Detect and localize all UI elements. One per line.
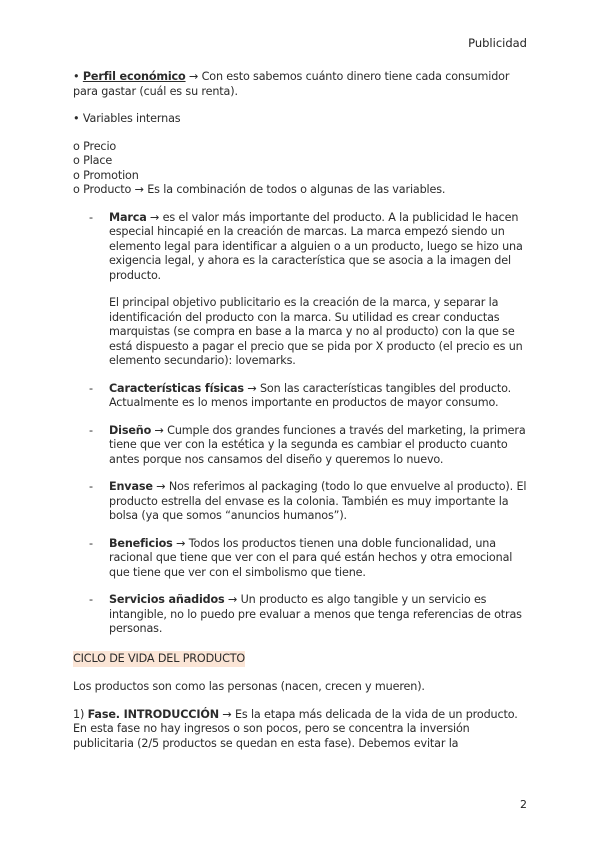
section-ciclo-vida	[73, 651, 533, 668]
variable-promotion: o Promotion	[73, 168, 139, 182]
dash-marker: -	[89, 480, 93, 493]
term-fase-introduccion: Fase. INTRODUCCIÓN	[87, 707, 219, 721]
page-number: 2	[520, 798, 527, 811]
term-caracteristicas: Características físicas	[109, 381, 244, 395]
list-item-servicios: - Servicios añadidos → Un producto es algo tangible y un servicio es intangible, no lo puedo pre evaluar a menos que tenga referencias de otras personas.	[89, 593, 522, 635]
term-marca: Marca	[109, 210, 147, 224]
section-heading: CICLO DE VIDA DEL PRODUCTO	[73, 651, 245, 668]
page-content	[73, 70, 533, 751]
list-item-beneficios: - Beneficios → Todos los productos tienen una doble funcionalidad, una racional que tiene que ver con el para qué están hechos y otra emocional que tiene que ver con el simbolismo que tiene.	[89, 536, 513, 579]
list-item-diseno: - Diseño → Cumple dos grandes funciones a través del marketing, la primera tiene que ver con la estética y la segunda es cambiar el producto cuanto antes porque nos cansamos del diseño y queremos lo nuevo.	[89, 423, 526, 466]
term-servicios: Servicios añadidos	[109, 593, 225, 606]
phase-introduccion: 1) Fase. INTRODUCCIÓN → Es la etapa más delicada de la vida de un producto. En esta fase no hay ingresos o son pocos, pero se concentra la inversión publicitaria (2/5 productos se quedan en esta fase). Debemos evitar la	[73, 707, 518, 750]
bullet-perfil-economico: • Perfil económico → Con esto sabemos cuánto dinero tiene cada consumidor para gastar (cuál es su renta).	[73, 70, 510, 98]
term-beneficios: Beneficios	[109, 536, 173, 550]
variable-place: o Place	[73, 154, 113, 167]
dash-marker: -	[89, 536, 93, 550]
variable-producto: o Producto → Es la combinación de todos o algunas de las variables.	[73, 183, 446, 196]
term-perfil-economico: Perfil económico	[82, 70, 186, 83]
term-diseno: Diseño	[109, 423, 152, 437]
list-item-marca: - Marca → es el valor más importante del producto. A la publicidad le hacen especial hincapié en la creación de marcas. La marca empezó siendo un elemento legal para identificar a alguien o a un producto, luego se hizo una exigencia legal, y ahora es la característica que se asocia a la imagen del producto. El principal objetivo publicitario es la creación de la marca, y separar la identificación del producto con la marca. Su utilidad es crear conductas marquistas (se compra en base a la marca y no al producto) con la que se está dispuesto a pagar el precio que se pida por X producto (el precio es un elemento secundario): lovemarks.	[73, 211, 533, 369]
list-item-envase: - Envase → Nos referimos al packaging (todo lo que envuelve al producto). El producto estrella del envase es la colonia. También es muy importante la bolsa (ya que somos “anuncios humanos”).	[89, 480, 527, 522]
dash-marker: -	[89, 381, 93, 395]
section-intro: Los productos son como las personas (nacen, crecen y mueren).	[73, 680, 425, 693]
dash-marker: -	[89, 210, 93, 224]
bullet-variables-internas: • Variables internas	[73, 112, 181, 125]
page-header: Publicidad	[468, 36, 527, 50]
term-envase: Envase	[109, 480, 153, 493]
dash-marker: -	[89, 593, 93, 606]
dash-marker: -	[89, 423, 93, 437]
marca-paragraph-2: El principal objetivo publicitario es la creación de la marca, y separar la identificación del producto con la marca. Su utilidad es crear conductas marquistas (se compra en base a la marca y no al producto) con la que se está dispuesto a pagar el precio que se pida por X producto (el precio es un elemento secundario): lovemarks.	[109, 296, 523, 367]
variable-precio: o Precio	[73, 139, 117, 153]
list-item-caracteristicas: - Características físicas → Son las características tangibles del producto. Actualmente es lo menos importante en productos de mayor consumo.	[89, 381, 512, 409]
